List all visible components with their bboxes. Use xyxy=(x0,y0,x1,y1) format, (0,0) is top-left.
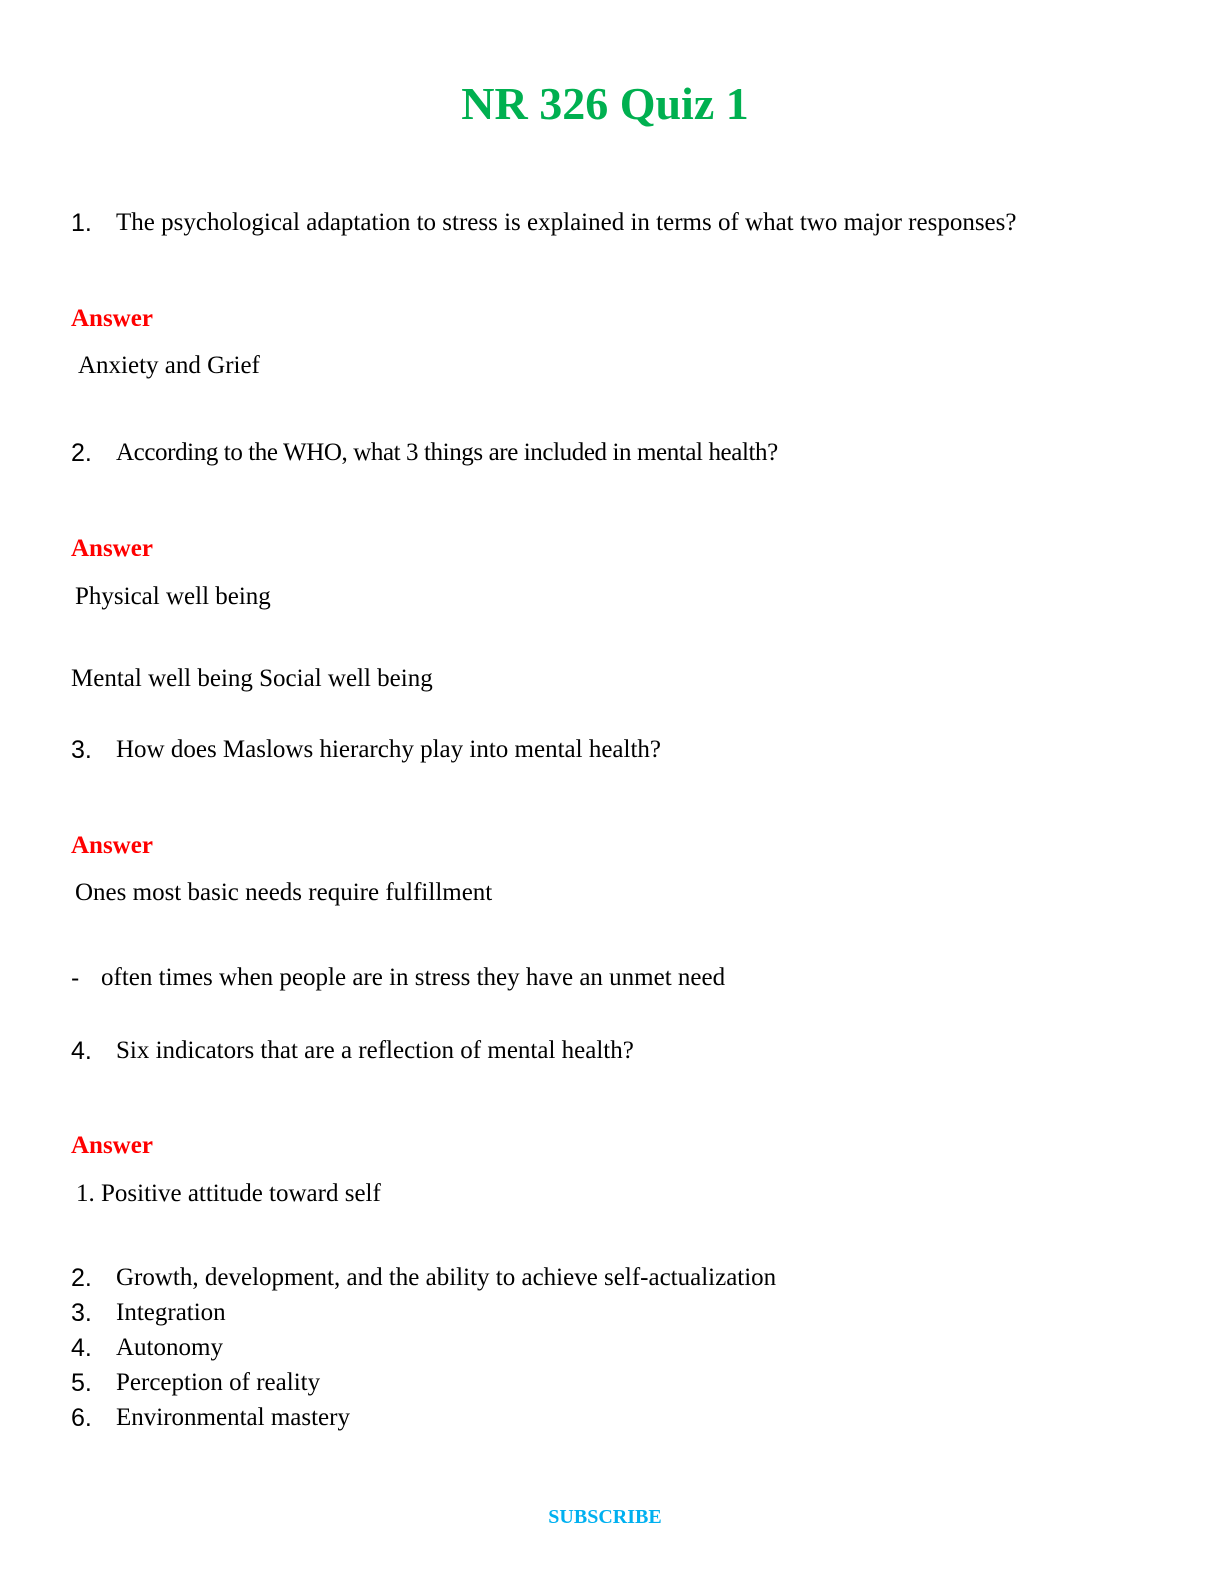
question-4-text: Six indicators that are a reflection of mental health? xyxy=(116,1037,634,1064)
page-title: NR 326 Quiz 1 xyxy=(461,78,749,129)
answer-4-item-5-number: 5. xyxy=(71,1369,92,1397)
question-2-number: 2. xyxy=(71,439,92,467)
answer-4-item-4-number: 4. xyxy=(71,1334,92,1362)
answer-3-bullet-marker: - xyxy=(71,964,80,992)
answer-4-item-2-number: 2. xyxy=(71,1264,92,1292)
answer-4-item-2-text: Growth, development, and the ability to achieve self-actualization xyxy=(116,1264,777,1291)
answer-2-text-1: Physical well being xyxy=(75,583,271,610)
question-3-text: How does Maslows hierarchy play into mental health? xyxy=(116,736,661,763)
answer-4-item-1: 1. Positive attitude toward self xyxy=(76,1180,381,1207)
answer-4-item-3-number: 3. xyxy=(71,1299,92,1327)
answer-3-bullet-text: often times when people are in stress they have an unmet need xyxy=(101,964,726,991)
answer-4-item-5-text: Perception of reality xyxy=(116,1369,321,1396)
answer-4-item-4-text: Autonomy xyxy=(116,1334,223,1361)
answer-4-item-6-text: Environmental mastery xyxy=(116,1404,350,1431)
question-1-text: The psychological adaptation to stress is explained in terms of what two major responses? xyxy=(116,209,1017,236)
answer-3-text: Ones most basic needs require fulfillment xyxy=(75,879,493,906)
answer-1-text: Anxiety and Grief xyxy=(78,352,260,379)
answer-4-item-3-text: Integration xyxy=(116,1299,226,1326)
question-4-number: 4. xyxy=(71,1037,92,1065)
answer-4-item-6-number: 6. xyxy=(71,1404,92,1432)
answer-1-label: Answer xyxy=(71,305,153,332)
question-2-text: According to the WHO, what 3 things are included in mental health? xyxy=(116,439,778,466)
answer-2-text-2: Mental well being Social well being xyxy=(71,665,433,692)
subscribe-link[interactable]: SUBSCRIBE xyxy=(548,1506,662,1528)
question-1-number: 1. xyxy=(71,209,92,237)
answer-3-label: Answer xyxy=(71,832,153,859)
answer-4-label: Answer xyxy=(71,1132,153,1159)
answer-2-label: Answer xyxy=(71,535,153,562)
question-3-number: 3. xyxy=(71,736,92,764)
